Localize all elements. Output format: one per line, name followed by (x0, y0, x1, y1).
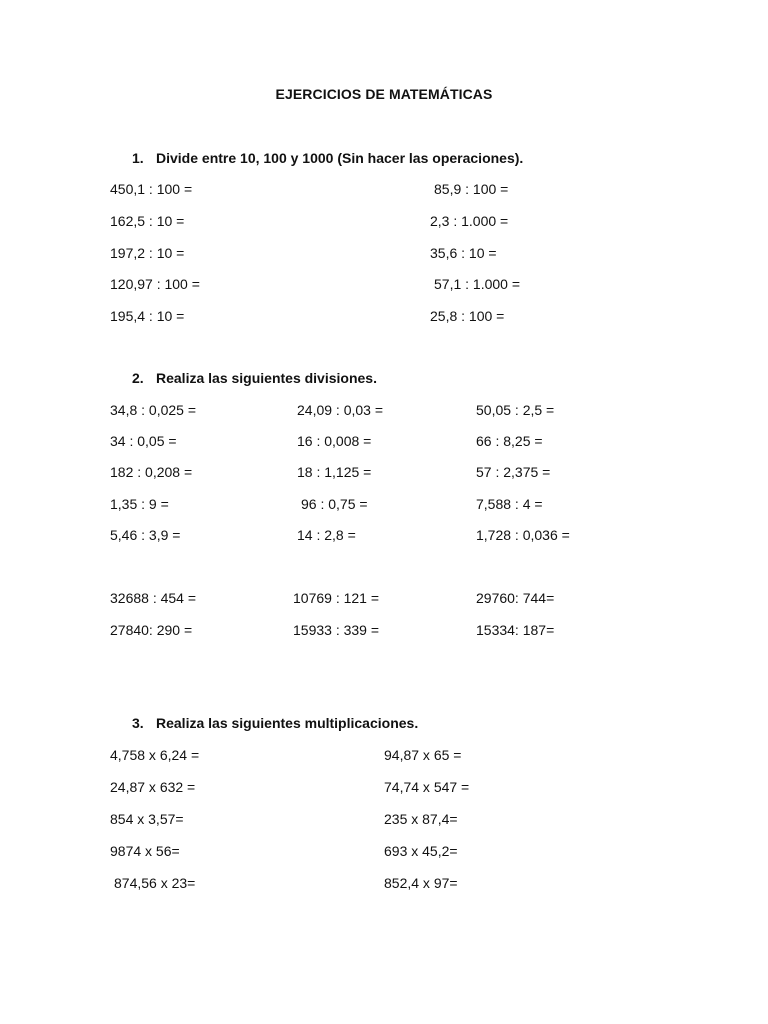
exercise-item: 10769 : 121 = (293, 590, 380, 606)
exercise-item: 94,87 x 65 = (384, 747, 462, 763)
exercise-item: 182 : 0,208 = (110, 464, 193, 480)
exercise-item: 7,588 : 4 = (476, 496, 543, 512)
exercise-item: 693 x 45,2= (384, 843, 458, 859)
exercise-item: 1,728 : 0,036 = (476, 527, 570, 543)
page-title: EJERCICIOS DE MATEMÁTICAS (275, 86, 493, 102)
exercise-item: 96 : 0,75 = (301, 496, 368, 512)
exercise-item: 34,8 : 0,025 = (110, 402, 197, 418)
exercise-item: 35,6 : 10 = (430, 245, 497, 261)
exercise-item: 29760: 744= (476, 590, 555, 606)
exercise-item: 197,2 : 10 = (110, 245, 185, 261)
exercise-item: 9874 x 56= (110, 843, 180, 859)
exercise-item: 27840: 290 = (110, 622, 193, 638)
exercise-item: 74,74 x 547 = (384, 779, 470, 795)
exercise-item: 85,9 : 100 = (434, 181, 509, 197)
section-2-number: 2. (132, 370, 144, 386)
exercise-item: 25,8 : 100 = (430, 308, 505, 324)
exercise-item: 16 : 0,008 = (297, 433, 372, 449)
exercise-item: 14 : 2,8 = (297, 527, 356, 543)
section-1-title: Divide entre 10, 100 y 1000 (Sin hacer las operaciones). (156, 150, 524, 166)
section-3-title: Realiza las siguientes multiplicaciones. (156, 715, 419, 731)
exercise-item: 24,09 : 0,03 = (297, 402, 384, 418)
exercise-item: 18 : 1,125 = (297, 464, 372, 480)
exercise-item: 15334: 187= (476, 622, 555, 638)
exercise-item: 66 : 8,25 = (476, 433, 543, 449)
exercise-item: 15933 : 339 = (293, 622, 380, 638)
exercise-item: 32688 : 454 = (110, 590, 197, 606)
exercise-item: 195,4 : 10 = (110, 308, 185, 324)
exercise-item: 450,1 : 100 = (110, 181, 193, 197)
exercise-item: 854 x 3,57= (110, 811, 184, 827)
exercise-item: 874,56 x 23= (114, 875, 196, 891)
exercise-item: 5,46 : 3,9 = (110, 527, 181, 543)
exercise-item: 34 : 0,05 = (110, 433, 177, 449)
exercise-item: 120,97 : 100 = (110, 276, 200, 292)
exercise-item: 1,35 : 9 = (110, 496, 169, 512)
exercise-item: 852,4 x 97= (384, 875, 458, 891)
section-1-heading (132, 150, 523, 166)
section-3-number: 3. (132, 715, 144, 731)
section-3-heading (132, 715, 418, 731)
exercise-item: 162,5 : 10 = (110, 213, 185, 229)
exercise-item: 4,758 x 6,24 = (110, 747, 200, 763)
exercise-item: 2,3 : 1.000 = (430, 213, 509, 229)
exercise-item: 50,05 : 2,5 = (476, 402, 555, 418)
exercise-item: 57 : 2,375 = (476, 464, 551, 480)
exercise-item: 57,1 : 1.000 = (434, 276, 521, 292)
exercise-item: 24,87 x 632 = (110, 779, 196, 795)
section-1-number: 1. (132, 150, 144, 166)
section-2-title: Realiza las siguientes divisiones. (156, 370, 377, 386)
section-2-heading (132, 370, 377, 386)
exercise-item: 235 x 87,4= (384, 811, 458, 827)
